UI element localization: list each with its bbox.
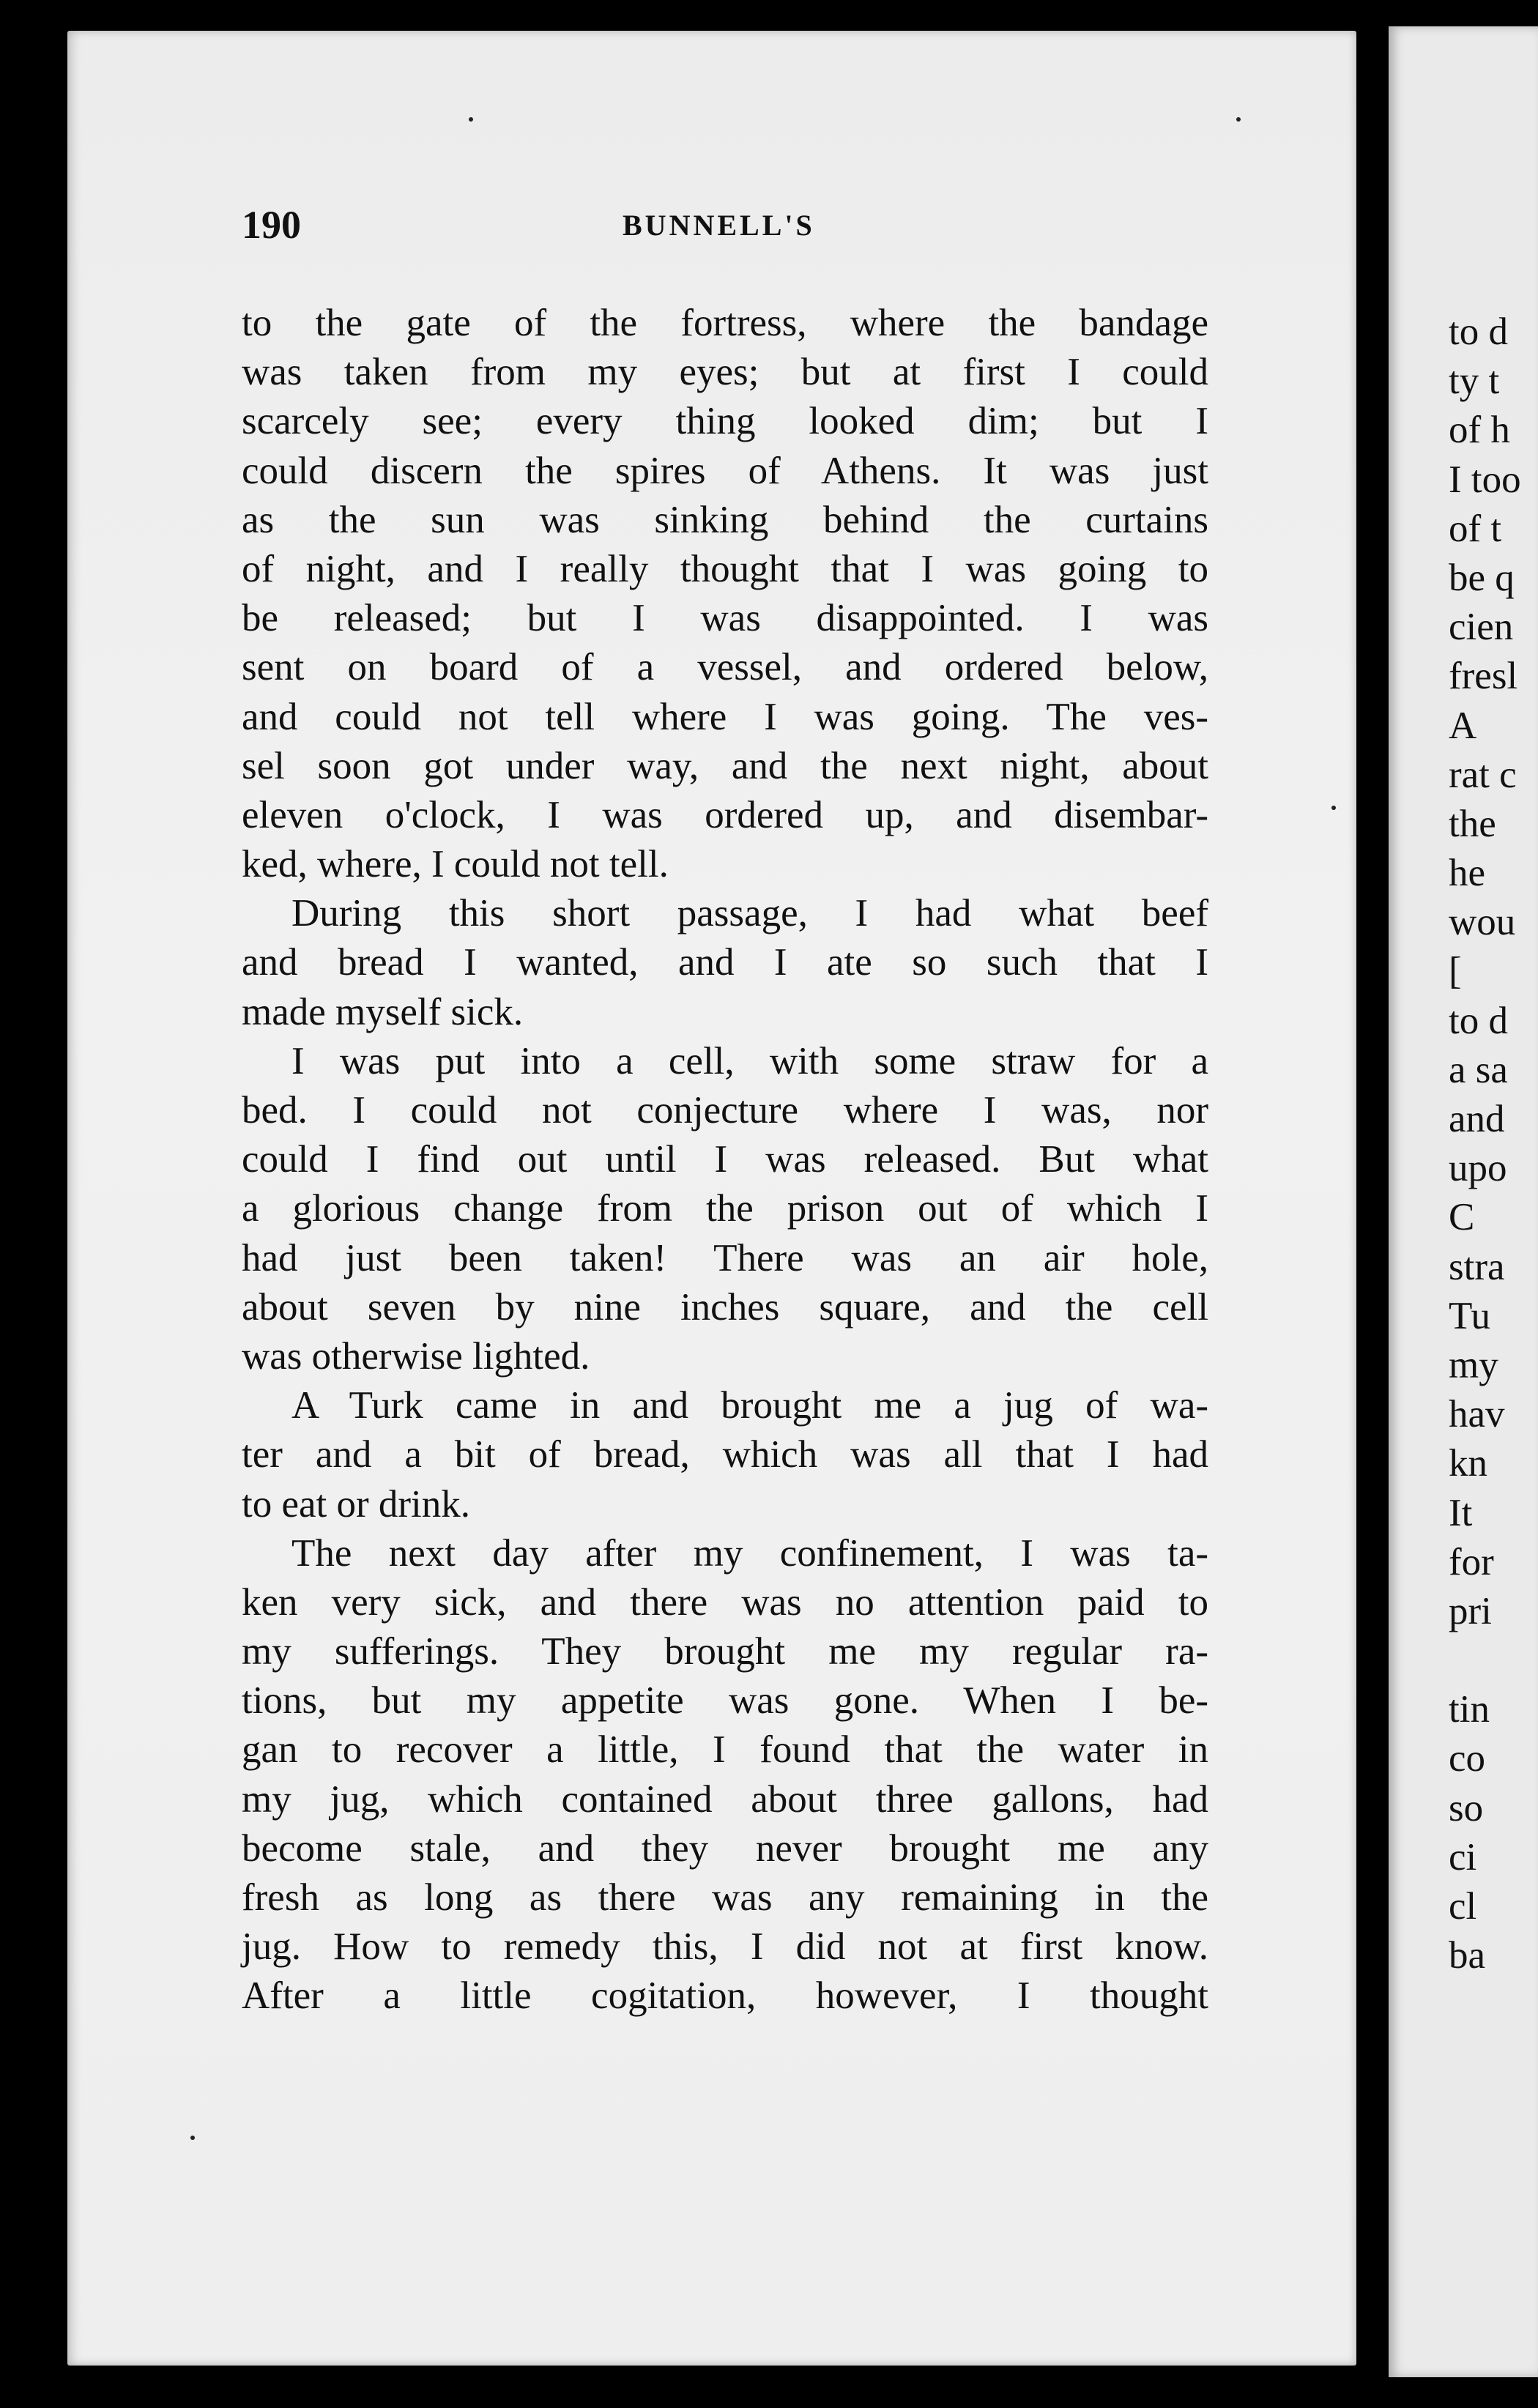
text-line: After a little cogitation, however, I thought [242,1974,1208,2018]
scan-speck [1331,806,1336,810]
next-page-line: for [1449,1540,1494,1583]
text-line: had just been taken! There was an air hole, [242,1236,1208,1279]
text-line: made myself sick. [242,990,524,1033]
text-line: about seven by nine inches square, and the cell [242,1285,1208,1329]
next-page-line: and [1449,1098,1505,1140]
text-line: as the sun was sinking behind the curtains [242,498,1208,541]
text-line: jug. How to remedy this, I did not at first know. [242,1925,1208,1969]
text-line: sel soon got under way, and the next night, about [242,744,1208,787]
text-line: to the gate of the fortress, where the bandage [242,302,1208,344]
book-gutter [1356,0,1389,2408]
next-page-line: a sa [1449,1048,1508,1091]
next-page-line: tin [1449,1688,1490,1731]
text-line: The next day after my confinement, I was ta- [291,1531,1208,1575]
next-page-line: cl [1449,1885,1477,1928]
running-head [242,202,1238,249]
text-line: fresh as long as there was any remaining in the [242,1876,1208,1919]
next-page-line: Tu [1449,1294,1491,1337]
scan-left-edge [0,0,66,2408]
text-line: During this short passage, I had what beef [291,892,1208,935]
scan-speck [469,117,473,122]
next-page-line: my [1449,1343,1498,1386]
text-line: a glorious change from the prison out of which I [242,1187,1208,1230]
book-page-right-fragment [1389,26,1538,2377]
text-line: and bread I wanted, and I ate so such that I [242,941,1208,984]
next-page-line: ci [1449,1835,1477,1879]
text-line: ter and a bit of bread, which was all that I had [242,1433,1208,1476]
scan-speck [190,2136,195,2140]
next-page-line: ba [1449,1934,1486,1977]
body-text [242,299,1208,2021]
next-page-line: It [1449,1491,1473,1534]
text-line: be released; but I was disappointed. I was [242,597,1208,640]
next-page-text [1449,308,1538,1980]
next-page-line: to d [1449,311,1508,353]
next-page-line: C [1449,1196,1475,1239]
text-line: gan to recover a little, I found that the water in [242,1728,1208,1772]
text-line: could discern the spires of Athens. It was just [242,449,1208,492]
next-page-line: so [1449,1786,1484,1829]
text-line: and could not tell where I was going. The ves- [242,695,1208,738]
text-line: could I find out until I was released. But what [242,1138,1208,1181]
next-page-line: kn [1449,1442,1487,1485]
next-page-line: to d [1449,999,1508,1042]
text-line: A Turk came in and brought me a jug of wa- [291,1384,1208,1427]
text-line: I was put into a cell, with some straw for a [291,1039,1208,1082]
next-page-line: be q [1449,556,1515,599]
text-line: was taken from my eyes; but at first I could [242,351,1208,394]
text-line: ked, where, I could not tell. [242,843,669,886]
next-page-line: rat c [1449,753,1517,796]
next-page-line: A [1449,704,1477,747]
text-line: scarcely see; every thing looked dim; but I [242,400,1208,443]
text-line: eleven o'clock, I was ordered up, and disembar- [242,793,1208,836]
scan-speck [1236,117,1241,122]
text-line: sent on board of a vessel, and ordered below, [242,646,1208,689]
next-page-line: upo [1449,1147,1507,1190]
text-line: ken very sick, and there was no attention paid to [242,1580,1208,1624]
text-line: my jug, which contained about three gallons, had [242,1777,1208,1821]
next-page-line: ty t [1449,360,1500,403]
next-page-line: co [1449,1737,1486,1780]
text-line: tions, but my appetite was gone. When I be- [242,1679,1208,1723]
next-page-line: the [1449,802,1496,845]
text-line: become stale, and they never brought me any [242,1827,1208,1870]
text-line: of night, and I really thought that I was going to [242,547,1208,590]
text-line: my sufferings. They brought me my regular ra- [242,1630,1208,1673]
next-page-line: of h [1449,409,1510,452]
next-page-line: hav [1449,1393,1505,1436]
next-page-line: I too [1449,458,1521,501]
next-page-line: cien [1449,606,1514,649]
running-title: BUNNELL'S [623,209,815,242]
next-page-line: he [1449,852,1486,895]
next-page-line: fresl [1449,655,1518,698]
next-page-line [1449,1636,1538,1685]
next-page-line: of t [1449,507,1502,550]
page-number: 190 [242,203,301,247]
text-line: bed. I could not conjecture where I was, nor [242,1089,1208,1131]
next-page-line: [ [1449,950,1462,993]
next-page-line: pri [1449,1589,1492,1632]
next-page-line: stra [1449,1245,1505,1288]
text-line: was otherwise lighted. [242,1334,590,1378]
next-page-line: wou [1449,901,1516,944]
text-line: to eat or drink. [242,1482,471,1526]
